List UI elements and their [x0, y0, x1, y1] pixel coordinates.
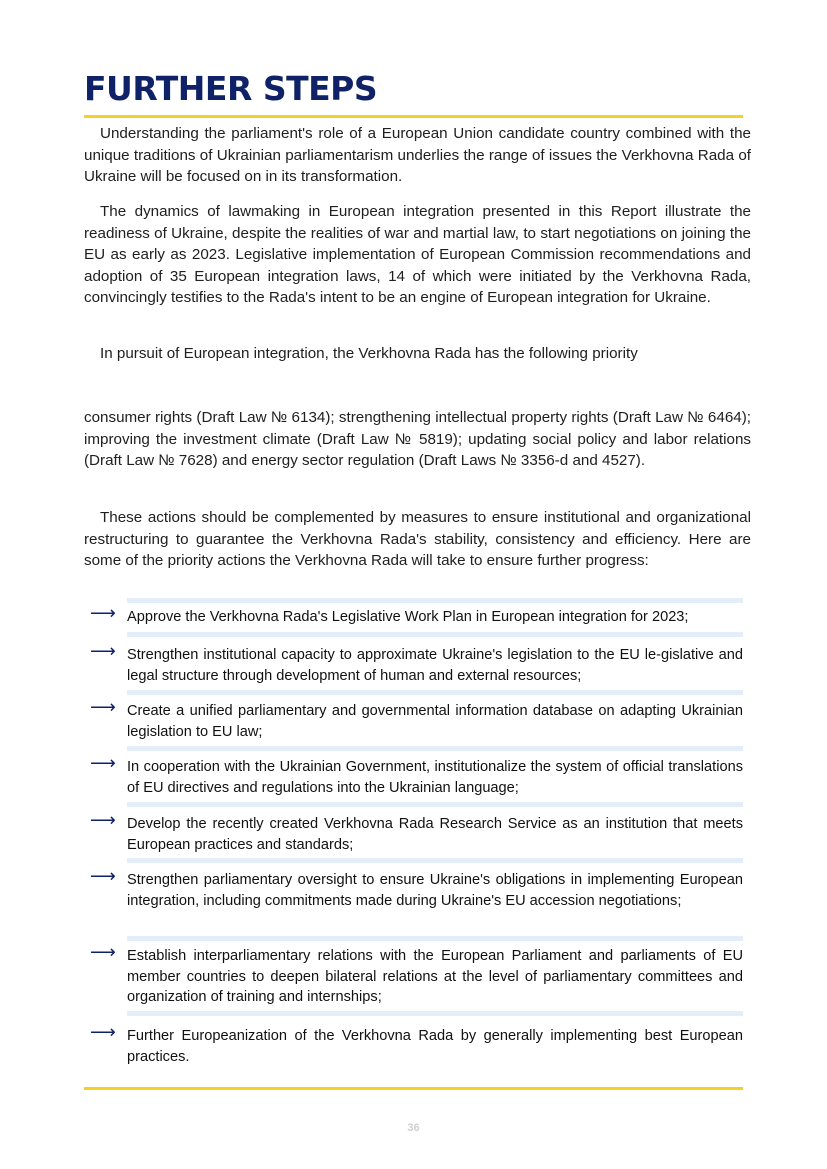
paragraph-draft-laws: consumer rights (Draft Law № 6134); strengthening intellectual property rights (Draft Law № 6464); improving the investment climate (Draft Law № 5819); updating social policy and labor relations (Draft Law № 7628) and energy sector regulation (Draft Laws № 3356-d and 4527).	[84, 409, 751, 469]
arrow-right-icon: ⟶	[90, 641, 116, 662]
title-underline	[84, 115, 743, 118]
arrow-right-icon: ⟶	[90, 1022, 116, 1043]
paragraph-priority: In pursuit of European integration, the Verkhovna Rada has the following priority	[100, 345, 638, 362]
arrow-right-icon: ⟶	[90, 942, 116, 963]
bottom-rule	[84, 1087, 743, 1090]
list-item-text: Approve the Verkhovna Rada's Legislative Work Plan in European integration for 2023;	[127, 609, 689, 625]
paragraph-dynamics: The dynamics of lawmaking in European integration presented in this Report illustrate the readiness of Ukraine, despite the realities of war and martial law, to start negotiations on joining the EU as early as 2023. Legislative implementation of European Commission recommendations and adoption of 35 European integration laws, 14 of which were initiated by the Verkhovna Rada, convincingly testifies to the Rada's intent to be an engine of European integration for Ukraine.	[84, 203, 751, 306]
item-band-bottom	[127, 632, 743, 637]
list-item-text: In cooperation with the Ukrainian Government, institutionalize the system of official translations of EU directives and regulations into the Ukrainian language;	[127, 759, 743, 796]
arrow-right-icon: ⟶	[90, 697, 116, 718]
arrow-right-icon: ⟶	[90, 810, 116, 831]
paragraph-intro: Understanding the parliament's role of a European Union candidate country combined with the unique traditions of Ukrainian parliamentarism underlies the range of issues the Verkhovna Rada of Ukraine will be focused on in its transformation.	[84, 125, 751, 185]
item-band-bottom	[127, 690, 743, 695]
list-item-text: Strengthen institutional capacity to approximate Ukraine's legislation to the EU le-gislative and legal structure through development of human and external resources;	[127, 647, 743, 684]
list-item-text: Strengthen parliamentary oversight to ensure Ukraine's obligations in implementing European integration, including commitments made during Ukraine's EU accession negotiations;	[127, 872, 743, 909]
arrow-right-icon: ⟶	[90, 753, 116, 774]
page-title: FURTHER STEPS	[84, 69, 378, 108]
list-item-text: Create a unified parliamentary and governmental information database on adapting Ukrainian legislation to EU law;	[127, 703, 743, 740]
item-band-bottom	[127, 858, 743, 863]
item-band-bottom	[127, 1011, 743, 1016]
item-band-bottom	[127, 746, 743, 751]
arrow-right-icon: ⟶	[90, 603, 116, 624]
arrow-right-icon: ⟶	[90, 866, 116, 887]
list-item-text: Develop the recently created Verkhovna Rada Research Service as an institution that meets European practices and standards;	[127, 816, 743, 853]
paragraph-actions: These actions should be complemented by measures to ensure institutional and organizational restructuring to guarantee the Verkhovna Rada's stability, consistency and efficiency. Here are some of the priority actions the Verkhovna Rada will take to ensure further progress:	[84, 509, 751, 569]
list-item-text: Establish interparliamentary relations with the European Parliament and parliaments of EU member countries to deepen bilateral relations at the level of parliamentary committees and organization of training and internships;	[127, 948, 743, 1005]
item-band-top	[127, 598, 743, 603]
page-number: 36	[407, 1122, 420, 1134]
item-band-bottom	[127, 936, 743, 941]
list-item-text: Further Europeanization of the Verkhovna Rada by generally implementing best European practices.	[127, 1028, 743, 1065]
item-band-bottom	[127, 802, 743, 807]
